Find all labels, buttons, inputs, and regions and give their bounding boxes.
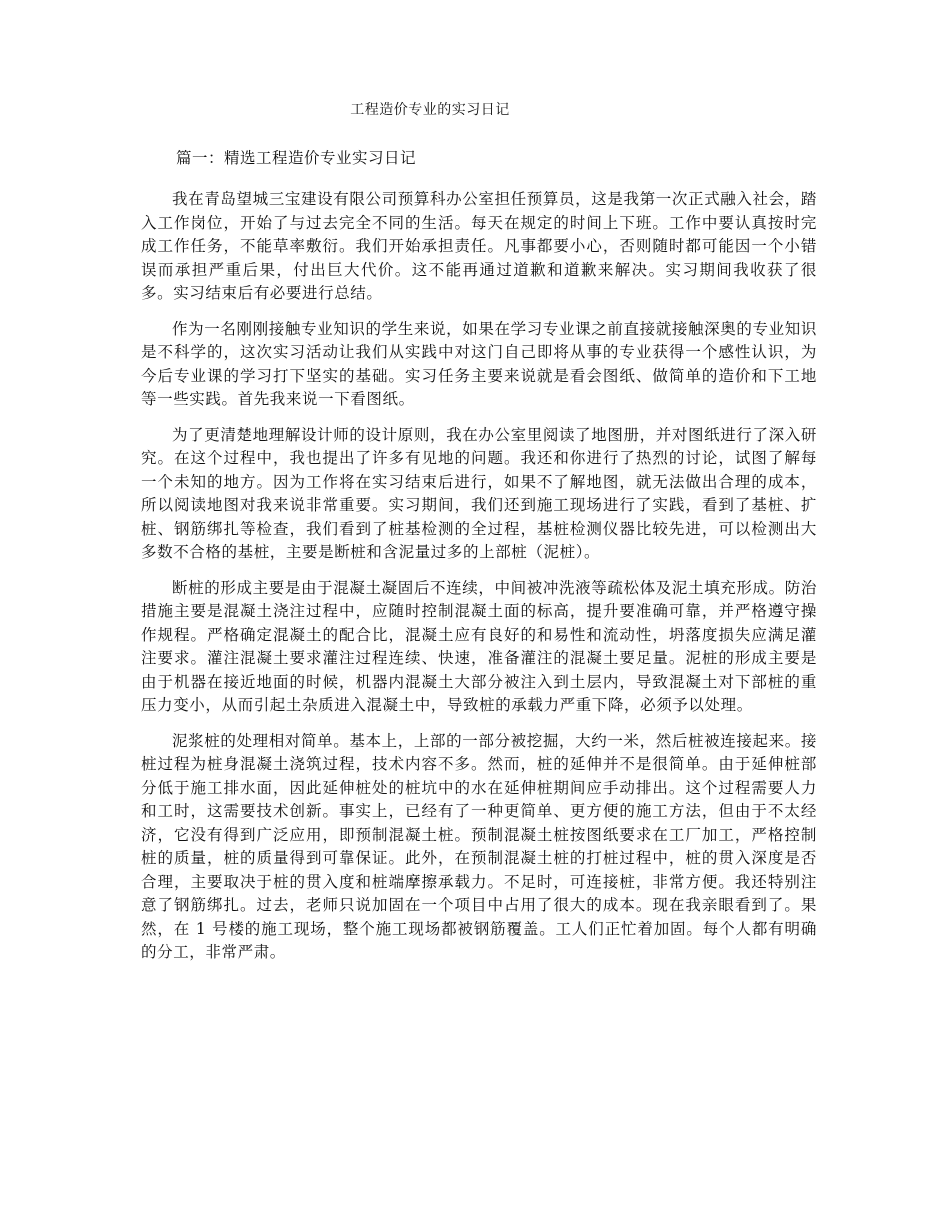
paragraph-4: 断桩的形成主要是由于混凝土凝固后不连续，中间被冲洗液等疏松体及泥土填充形成。防治措施主要是混凝土浇注过程中，应随时控制混凝土面的标高，提升要准确可靠，并严格遵守操作规程。严格确定混凝土的配合比，混凝土应有良好的和易性和流动性，坍落度损失应满足灌注要求。灌注混凝土要求灌注过程连续、快速，准备灌注的混凝土要足量。泥桩的形成主要是由于机器在接近地面的时候，机器内混凝土大部分被注入到土层内，导致混凝土对下部桩的重压力变小，从而引起土杂质进入混凝土中，导致桩的承载力严重下降，必须予以处理。 bbox=[141, 578, 817, 714]
document-body bbox=[141, 188, 817, 977]
document-title: 工程造价专业的实习日记 bbox=[350, 102, 510, 118]
section-heading: 篇一：精选工程造价专业实习日记 bbox=[176, 149, 417, 167]
paragraph-1: 我在青岛望城三宝建设有限公司预算科办公室担任预算员，这是我第一次正式融入社会，踏入工作岗位，开始了与过去完全不同的生活。每天在规定的时间上下班。工作中要认真按时完成工作任务，不能草率敷衍。我们开始承担责任。凡事都要小心，否则随时都可能因一个小错误而承担严重后果，付出巨大代价。这不能再通过道歉和道歉来解决。实习期间我收获了很多。实习结束后有必要进行总结。 bbox=[141, 190, 817, 302]
paragraph-3: 为了更清楚地理解设计师的设计原则，我在办公室里阅读了地图册，并对图纸进行了深入研究。在这个过程中，我也提出了许多有见地的问题。我还和你进行了热烈的讨论，试图了解每一个未知的地方。因为工作将在实习结束后进行，如果不了解地图，就无法做出合理的成本，所以阅读地图对我来说非常重要。实习期间，我们还到施工现场进行了实践，看到了基桩、扩桩、钢筋绑扎等检查，我们看到了桩基检测的全过程，基桩检测仪器比较先进，可以检测出大多数不合格的基桩，主要是断桩和含泥量过多的上部桩（泥桩）。 bbox=[141, 425, 817, 561]
paragraph-2: 作为一名刚刚接触专业知识的学生来说，如果在学习专业课之前直接就接触深奥的专业知识是不科学的，这次实习活动让我们从实践中对这门自己即将从事的专业获得一个感性认识，为今后专业课的学习打下坚实的基础。实习任务主要来说就是看会图纸、做简单的造价和下工地等一些实践。首先我来说一下看图纸。 bbox=[141, 319, 817, 408]
paragraph-5: 泥浆桩的处理相对简单。基本上，上部的一部分被挖掘，大约一米，然后桩被连接起来。接桩过程为桩身混凝土浇筑过程，技术内容不多。然而，桩的延伸并不是很简单。由于延伸桩部分低于施工排水面，因此延伸桩处的桩坑中的水在延伸桩期间应手动排出。这个过程需要人力和工时，这需要技术创新。事实上，已经有了一种更简单、更方便的施工方法，但由于不太经济，它没有得到广泛应用，即预制混凝土桩。预制混凝土桩按图纸要求在工厂加工，严格控制桩的质量，桩的质量得到可靠保证。此外，在预制混凝土桩的打桩过程中，桩的贯入深度是否合理，主要取决于桩的贯入度和桩端摩擦承载力。不足时，可连接桩，非常方便。我还特别注意了钢筋绑扎。过去，老师只说加固在一个项目中占用了很大的成本。现在我亲眼看到了。果然，在 1 号楼的施工现场，整个施工现场都被钢筋覆盖。工人们正忙着加固。每个人都有明确的分工，非常严肃。 bbox=[141, 731, 817, 961]
